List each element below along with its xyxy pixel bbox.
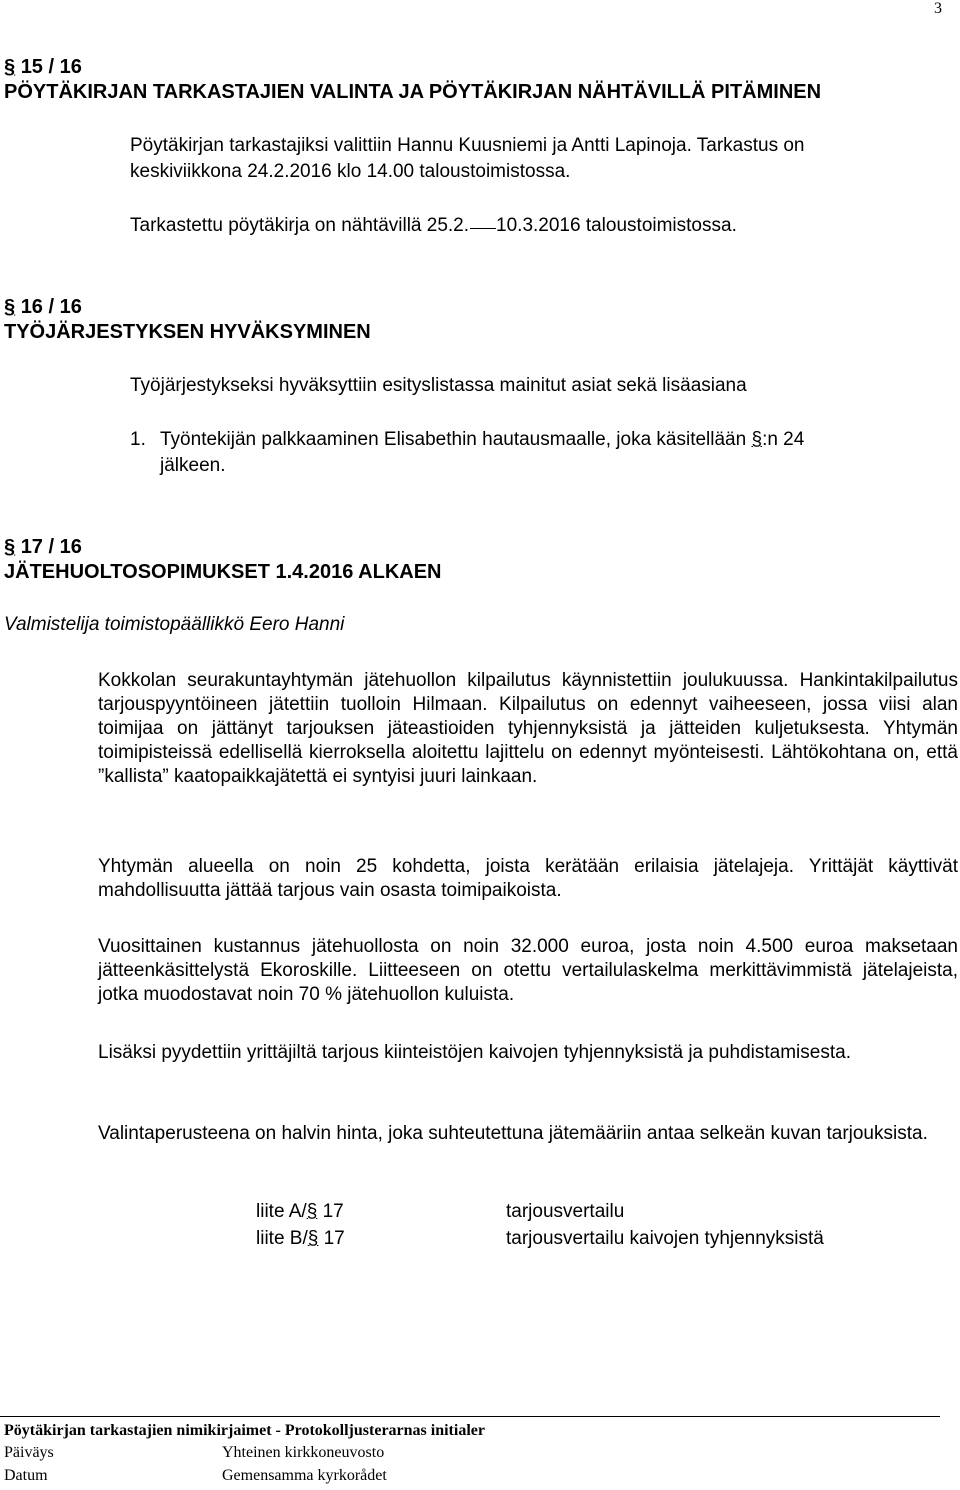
agenda-list-item: Työntekijän palkkaaminen Elisabethin hautausmaalle, joka käsitellään §:n 24 [160,429,805,450]
section-number-16: § 16 / 16 [4,296,82,318]
footer-body-fi: Yhteinen kirkkoneuvosto [222,1444,385,1461]
footer-date-sv: Datum [4,1467,48,1484]
paragraph-15-display: Tarkastettu pöytäkirja on nähtävillä 25.2. 10.3.2016 taloustoimistossa. [130,215,737,236]
paragraph-17-3: Vuosittainen kustannus jätehuollosta on noin 32.000 euroa, josta noin 4.500 euroa maksetaan jätteenkäsittelystä Ekoroskille. Liitteeseen on otettu vertailulaskelma merkittävimmistä jätelajeista, jotka muodostavat noin 70 % jätehuollon kuluista. [98,936,958,1005]
paragraph-15-line1: Pöytäkirjan tarkastajiksi valittiin Hannu Kuusniemi ja Antti Lapinoja. Tarkastus on [130,135,805,156]
paragraph-17-2: Yhtymän alueella on noin 25 kohdetta, joista kerätään erilaisia jätelajeja. Yrittäjät käyttivät mahdollisuutta jättää tarjous vain osasta toimipaikoista. [98,856,958,901]
preparer-line: Valmistelija toimistopäällikkö Eero Hanni [4,614,345,635]
section-number-17: § 17 / 16 [4,536,82,558]
page-number: 3 [934,0,942,17]
paragraph-17-5: Valintaperusteena on halvin hinta, joka suhteutettuna jätemääriin antaa selkeän kuvan tarjouksista. [98,1123,928,1144]
footer-body-sv: Gemensamma kyrkorådet [222,1467,387,1484]
section-title-15: PÖYTÄKIRJAN TARKASTAJIEN VALINTA JA PÖYTÄKIRJAN NÄHTÄVILLÄ PITÄMINEN [4,81,822,103]
paragraph-17-4: Lisäksi pyydettiin yrittäjiltä tarjous kiinteistöjen kaivojen tyhjennyksistä ja puhdistamisesta. [98,1042,851,1063]
footer-title: Pöytäkirjan tarkastajien nimikirjaimet - Protokolljusterarnas initialer [4,1422,485,1439]
agenda-list-item-cont: jälkeen. [160,455,226,476]
section-title-16: TYÖJÄRJESTYKSEN HYVÄKSYMINEN [4,321,371,343]
agenda-list-marker: 1. [130,429,146,450]
attachment-row: liite B/§ 17 tarjousvertailu kaivojen tyhjennyksistä [256,1228,824,1249]
attachment-desc: tarjousvertailu [506,1201,625,1222]
section-number-15: § 15 / 16 [4,56,82,78]
paragraph-15-line2: keskiviikkona 24.2.2016 klo 14.00 taloustoimistossa. [130,161,571,182]
attachment-desc: tarjousvertailu kaivojen tyhjennyksistä [506,1228,824,1249]
footer-divider [0,1416,940,1417]
footer-date-fi: Päiväys [4,1444,54,1461]
attachment-row: liite A/§ 17 tarjousvertailu [256,1201,625,1222]
section-title-17: JÄTEHUOLTOSOPIMUKSET 1.4.2016 ALKAEN [4,561,442,583]
paragraph-17-1: Kokkolan seurakuntayhtymän jätehuollon kilpailutus käynnistettiin joulukuussa. Hankintakilpailutus tarjouspyyntöineen jätettiin tuolloin Hilmaan. Kilpailutus on edennyt vaiheeseen, jossa viisi alan toimijaa on jättänyt tarjouksen jäteastioiden tyhjennyksistä ja jätteiden kuljetuksesta. Yhtymän toimipisteissä edellisellä kierroksella aloitettu lajittelu on edennyt myönteisesti. Lähtökohtana on, että ”kallista” kaatopaikkajätettä ei syntyisi juuri lainkaan. [98,670,958,787]
agenda-intro: Työjärjestykseksi hyväksyttiin esityslistassa mainitut asiat sekä lisäasiana [130,375,747,396]
